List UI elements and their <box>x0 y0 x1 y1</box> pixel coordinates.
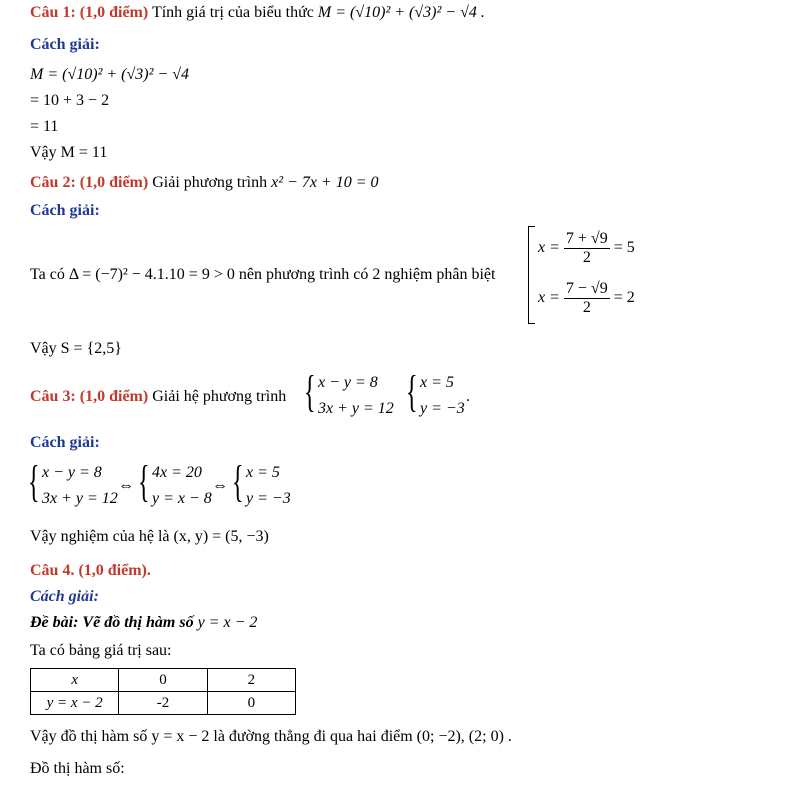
root-1-denominator: 2 <box>582 249 591 266</box>
root-1-rhs: = 5 <box>613 239 635 257</box>
root-1-numerator: 7 + √9 <box>565 230 608 247</box>
table-cell: x <box>31 669 119 692</box>
table-cell: y = x − 2 <box>31 692 119 715</box>
q2-line <box>30 174 379 192</box>
root-1-lhs: x = <box>538 239 560 257</box>
q3-dot: . <box>466 388 470 405</box>
q3-s3-1: x = 5 <box>246 464 280 481</box>
q1-conclusion: Vậy M = 11 <box>30 144 108 161</box>
root-2-fraction <box>564 280 610 317</box>
table-cell: 0 <box>119 669 207 692</box>
q1-step-1: M = (√10)² + (√3)² − √4 <box>30 66 189 83</box>
q3-sys-a1: x − y = 8 <box>318 374 378 391</box>
q3-s1-1: x − y = 8 <box>42 464 102 481</box>
q1-line <box>30 4 485 22</box>
table-cell: 2 <box>207 669 295 692</box>
table-cell: 0 <box>207 692 295 715</box>
q3-equiv-1: ⇔ <box>118 477 134 494</box>
q1-step-2: = 10 + 3 − 2 <box>30 92 110 109</box>
table-row <box>31 692 296 715</box>
q4-heading: Câu 4. (1,0 điểm). <box>30 562 151 579</box>
q3-s2-2: y = x − 8 <box>152 490 212 507</box>
value-table <box>30 668 296 715</box>
q4-task-line <box>30 614 257 632</box>
q2-expression: x² − 7x + 10 = 0 <box>271 174 379 191</box>
q1-solution-label: Cách giải: <box>30 36 100 53</box>
q3-sys-b1: x = 5 <box>420 374 454 391</box>
root-2-denominator: 2 <box>582 299 591 316</box>
q3-conclusion: Vậy nghiệm của hệ là (x, y) = (5, −3) <box>30 528 269 545</box>
q3-brace-a: { <box>304 367 316 416</box>
q3-brace-b: { <box>406 367 418 416</box>
table-row <box>31 669 296 692</box>
root-1-fraction <box>564 230 610 267</box>
q3-s2-1: 4x = 20 <box>152 464 202 481</box>
q4-solution-label: Cách giải: <box>30 588 99 605</box>
q3-prompt: Giải hệ phương trình <box>152 388 287 405</box>
root-1 <box>538 230 635 267</box>
root-2-rhs: = 2 <box>613 289 635 307</box>
q3-brace-3: { <box>232 457 244 506</box>
q1-step-3: = 11 <box>30 118 59 135</box>
q2-delta-text: Ta có Δ = (−7)² − 4.1.10 = 9 > 0 nên phương trình có 2 nghiệm phân biệt <box>30 266 496 283</box>
q4-line-text: Vậy đồ thị hàm số y = x − 2 là đường thẳng đi qua hai điểm (0; −2), (2; 0) . <box>30 728 512 745</box>
q1-prompt: Tính giá trị của biểu thức <box>151 4 314 21</box>
root-2 <box>538 280 635 317</box>
q2-heading: Câu 2: (1,0 điểm) <box>30 174 149 191</box>
q4-table-intro: Ta có bảng giá trị sau: <box>30 642 172 659</box>
q4-graph-label: Đồ thị hàm số: <box>30 760 125 777</box>
q4-task-label: Đề bài: Vẽ đồ thị hàm số <box>30 614 194 631</box>
q2-prompt: Giải phương trình <box>152 174 268 191</box>
q3-sys-a2: 3x + y = 12 <box>318 400 394 417</box>
q3-brace-1: { <box>28 457 40 506</box>
q3-brace-2: { <box>138 457 150 506</box>
q3-solution-label: Cách giải: <box>30 434 100 451</box>
q1-expression: M = (√10)² + (√3)² − √4 . <box>317 4 485 21</box>
q1-heading: Câu 1: (1,0 điểm) <box>30 4 149 21</box>
q3-line <box>30 388 286 406</box>
q4-task-expression: y = x − 2 <box>197 614 258 631</box>
q3-s3-2: y = −3 <box>246 490 291 507</box>
q3-sys-b2: y = −3 <box>420 400 465 417</box>
q2-conclusion: Vậy S = {2,5} <box>30 340 122 357</box>
root-2-lhs: x = <box>538 289 560 307</box>
q3-heading: Câu 3: (1,0 điểm) <box>30 388 149 405</box>
table-cell: -2 <box>119 692 207 715</box>
q2-solution-label: Cách giải: <box>30 202 100 219</box>
q3-equiv-2: ⇔ <box>212 477 228 494</box>
q3-s1-2: 3x + y = 12 <box>42 490 118 507</box>
root-2-numerator: 7 − √9 <box>565 280 608 297</box>
roots-bracket <box>528 226 535 324</box>
